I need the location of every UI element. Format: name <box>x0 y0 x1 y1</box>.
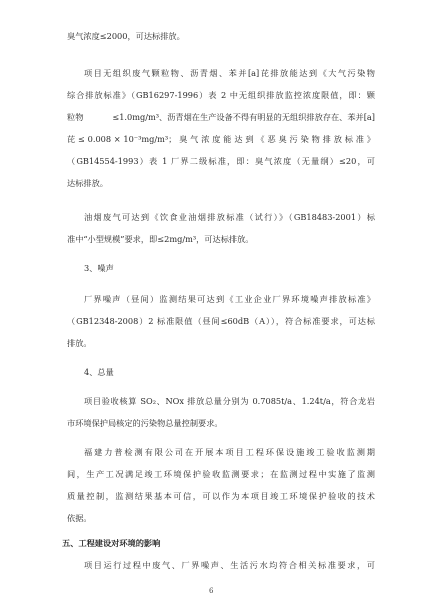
text-line-4 <box>67 111 375 123</box>
text-line-15: 福建力普检测有限公司在开展本项目工程环保设施竣工验收监测期 <box>84 447 375 457</box>
text-line-5: 芘 ≤ 0.008 × 10⁻³mg/m³； 臭 气 浓 度 能 达 到 《 恶 臭 污 染 物 排 放 标 准 》 <box>67 134 375 144</box>
text-line-19: 项目运行过程中废气、厂界噪声、生活污水均符合相关标准要求，可 <box>84 560 375 570</box>
text-line-8: 油烟废气可达到《饮食业油烟排放标准（试行）》（GB18483-2001）标 <box>84 212 375 222</box>
text-line-17: 质量控制，监测结果基本可信，可以作为本项目竣工环境保护验收的技术 <box>67 491 375 501</box>
text-line-3: 综合排放标准》（GB16297-1996）表 2 中无组织排放监控浓度限值，即：颗 <box>67 90 375 100</box>
text-line-1: 臭气浓度≤2000，可达标排放。 <box>67 31 185 41</box>
text-line-4-prefix: 粒物 <box>67 112 84 122</box>
text-line-14: 市环境保护局核定的污染物总量控制要求。 <box>67 418 223 428</box>
page-number: 6 <box>209 587 214 595</box>
text-line-16: 间，生产工况满足竣工环境保护验收监测要求；在监测过程中实施了监测 <box>67 469 375 479</box>
text-line-2: 项目无组织废气颗粒物、沥青烟、苯并[a]芘排放能达到《大气污染物 <box>84 68 375 78</box>
section-heading-total: 4、总量 <box>84 367 114 377</box>
text-line-6: （GB14554-1993）表 1 厂界二级标准，即：臭气浓度（无量纲）≤20，可 <box>67 156 375 166</box>
text-line-13: 项目验收核算 SO₂、NOx 排放总量分别为 0.7085t/a、1.24t/a，符合龙岩 <box>84 396 375 406</box>
text-line-11: （GB12348-2008）2 标准限值（昼间≤60dB（A）），符合标准要求，可达标 <box>67 316 375 326</box>
text-line-9: 准中“小型规模”要求，即≤2mg/m³，可达标排放。 <box>67 234 254 244</box>
text-line-10: 厂界噪声（昼间）监测结果可达到《工业企业厂界环境噪声排放标准》 <box>84 294 375 304</box>
text-line-18: 依据。 <box>67 513 92 523</box>
section-heading-impact: 五、工程建设对环境的影响 <box>62 538 161 548</box>
text-line-4-body: ≤1.0mg/m³、沥青烟在生产设备不得有明显的无组织排放存在、苯并[a] <box>112 112 375 122</box>
text-line-7: 达标排放。 <box>67 178 108 188</box>
text-line-12: 排放。 <box>67 338 92 348</box>
section-heading-noise: 3、噪声 <box>84 263 114 273</box>
